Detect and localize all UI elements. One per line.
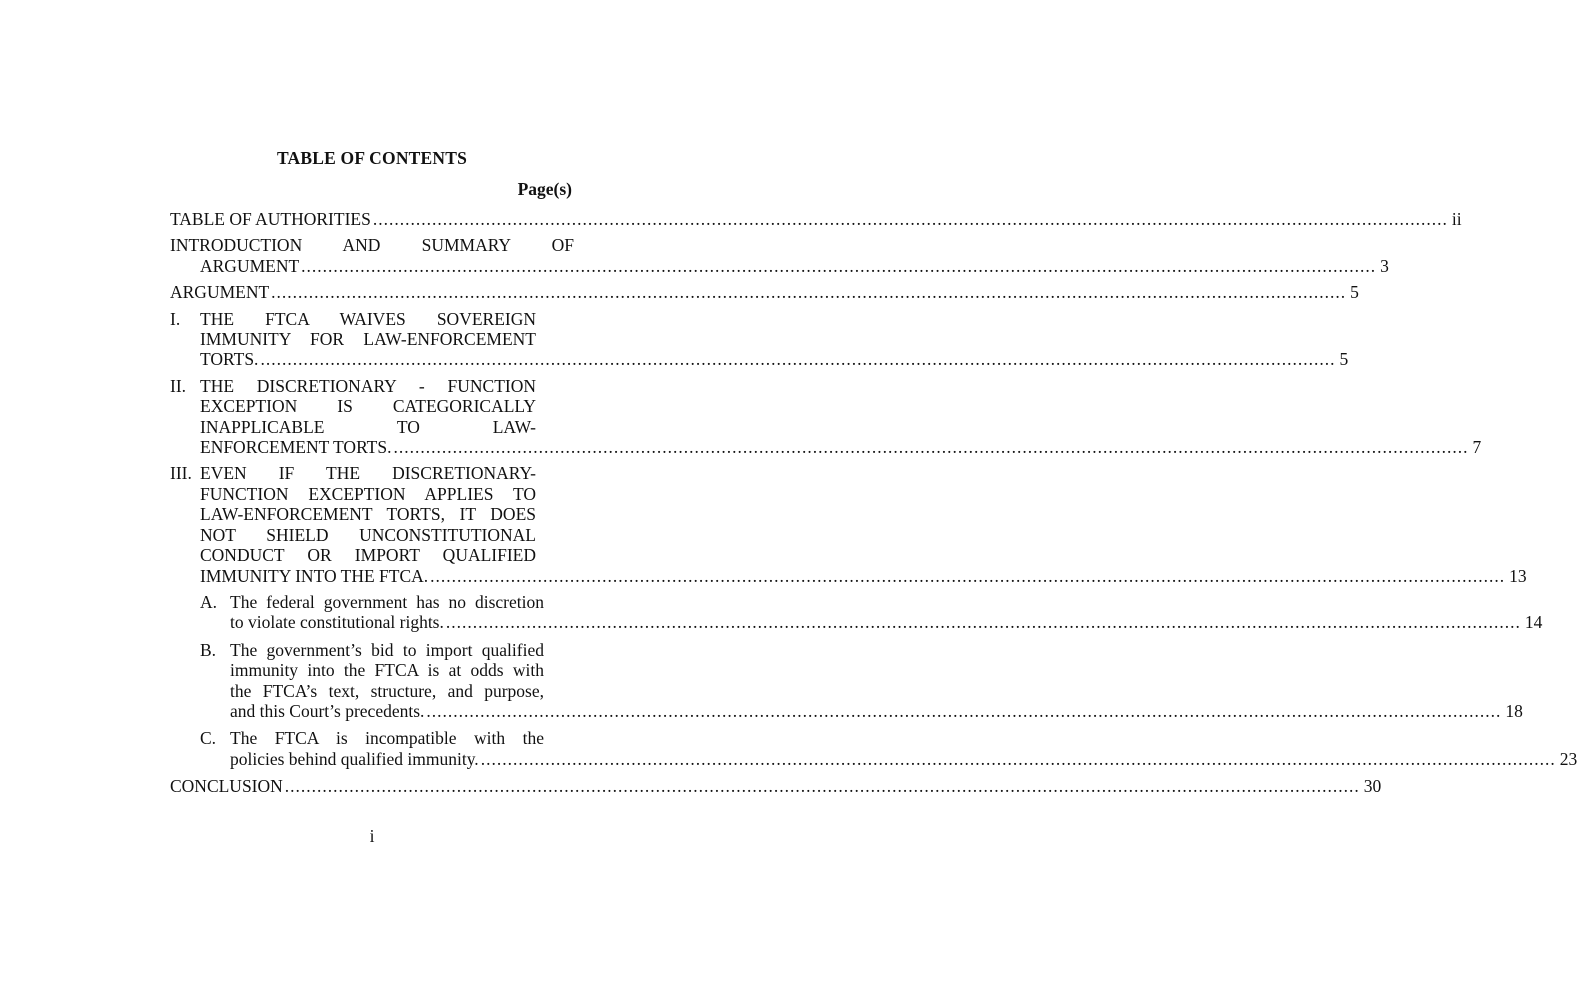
toc-entry-section-1[interactable] — [170, 308, 1349, 370]
entry-label-line: to violate constitutional rights. — [230, 612, 444, 633]
entry-label-line: The FTCA is incompatible with the — [230, 728, 544, 749]
dot-leader — [301, 256, 1376, 276]
toc-entry-conclusion[interactable] — [170, 776, 1382, 797]
entry-label-line: EVEN IF THE DISCRETIONARY- — [200, 463, 536, 484]
entry-label-line: CONDUCT OR IMPORT QUALIFIED — [200, 545, 536, 566]
entry-page: 5 — [1350, 282, 1359, 303]
entry-label-line: IMMUNITY INTO THE FTCA. — [200, 565, 429, 586]
dot-leader — [373, 209, 1448, 229]
entry-label: ARGUMENT — [170, 282, 270, 303]
entry-label-line: EXCEPTION IS CATEGORICALLY — [200, 396, 536, 417]
entry-label-line: ENFORCEMENT TORTS. — [200, 437, 392, 458]
dot-leader — [446, 612, 1521, 632]
dot-leader — [481, 749, 1556, 769]
dot-leader — [430, 566, 1505, 586]
entry-page: 30 — [1363, 776, 1382, 797]
toc-entry-section-2[interactable] — [170, 375, 1482, 458]
section-number: III. — [170, 463, 192, 484]
entry-label-line: and this Court’s precedents. — [230, 700, 425, 721]
subsection-letter: C. — [200, 728, 217, 749]
entry-label-line: the FTCA’s text, structure, and purpose, — [230, 680, 544, 701]
entry-label-line: THE DISCRETIONARY - FUNCTION — [200, 375, 536, 396]
dot-leader — [285, 776, 1360, 796]
subsection-letter: B. — [200, 639, 217, 660]
toc-entry-authorities[interactable] — [170, 209, 1462, 229]
entry-page: 23 — [1559, 748, 1577, 769]
dot-leader — [271, 282, 1346, 302]
subsection-letter: A. — [200, 591, 218, 612]
entry-label-line: ARGUMENT — [200, 255, 300, 276]
entry-label-line: IMMUNITY FOR LAW-ENFORCEMENT — [200, 329, 536, 350]
dot-leader — [260, 349, 1335, 369]
entry-label-line: immunity into the FTCA is at odds with — [230, 660, 544, 681]
dot-leader — [393, 437, 1468, 457]
entry-page: 3 — [1380, 255, 1389, 276]
table-of-contents — [170, 209, 1577, 803]
page-number: i — [369, 826, 375, 846]
section-number: II. — [170, 375, 187, 396]
entry-page: 13 — [1509, 565, 1527, 586]
toc-entry-section-3[interactable] — [170, 463, 1527, 586]
entry-label-line: INTRODUCTION AND SUMMARY OF — [170, 235, 574, 256]
entry-label: TABLE OF AUTHORITIES — [170, 209, 371, 229]
entry-label-line: LAW-ENFORCEMENT TORTS, IT DOES — [200, 504, 536, 525]
entry-page: 18 — [1505, 700, 1523, 721]
entry-label-line: policies behind qualified immunity. — [230, 748, 479, 769]
dot-leader — [426, 701, 1501, 721]
entry-label-line: THE FTCA WAIVES SOVEREIGN — [200, 308, 536, 329]
entry-label-line: INAPPLICABLE TO LAW- — [200, 416, 536, 437]
toc-entry-subsection-b[interactable] — [200, 639, 1523, 722]
toc-entry-argument[interactable] — [170, 282, 1359, 303]
entry-label-line: The federal government has no discretion — [230, 591, 544, 612]
section-number: I. — [170, 308, 181, 329]
entry-label-line: TORTS. — [200, 349, 259, 370]
entry-label: CONCLUSION — [170, 776, 283, 797]
entry-label-line: The government’s bid to import qualified — [230, 639, 544, 660]
pages-column-header: Page(s) — [517, 179, 572, 199]
toc-entry-subsection-c[interactable] — [200, 728, 1577, 769]
entry-page: 5 — [1339, 349, 1349, 370]
entry-label-line: NOT SHIELD UNCONSTITUTIONAL — [200, 524, 536, 545]
entry-page: 7 — [1472, 437, 1482, 458]
entry-page: 14 — [1524, 612, 1543, 633]
entry-page: ii — [1451, 209, 1462, 229]
toc-title: TABLE OF CONTENTS — [276, 148, 468, 168]
entry-label-line: FUNCTION EXCEPTION APPLIES TO — [200, 483, 536, 504]
toc-entry-introduction[interactable] — [170, 235, 1389, 276]
toc-entry-subsection-a[interactable] — [200, 591, 1543, 633]
